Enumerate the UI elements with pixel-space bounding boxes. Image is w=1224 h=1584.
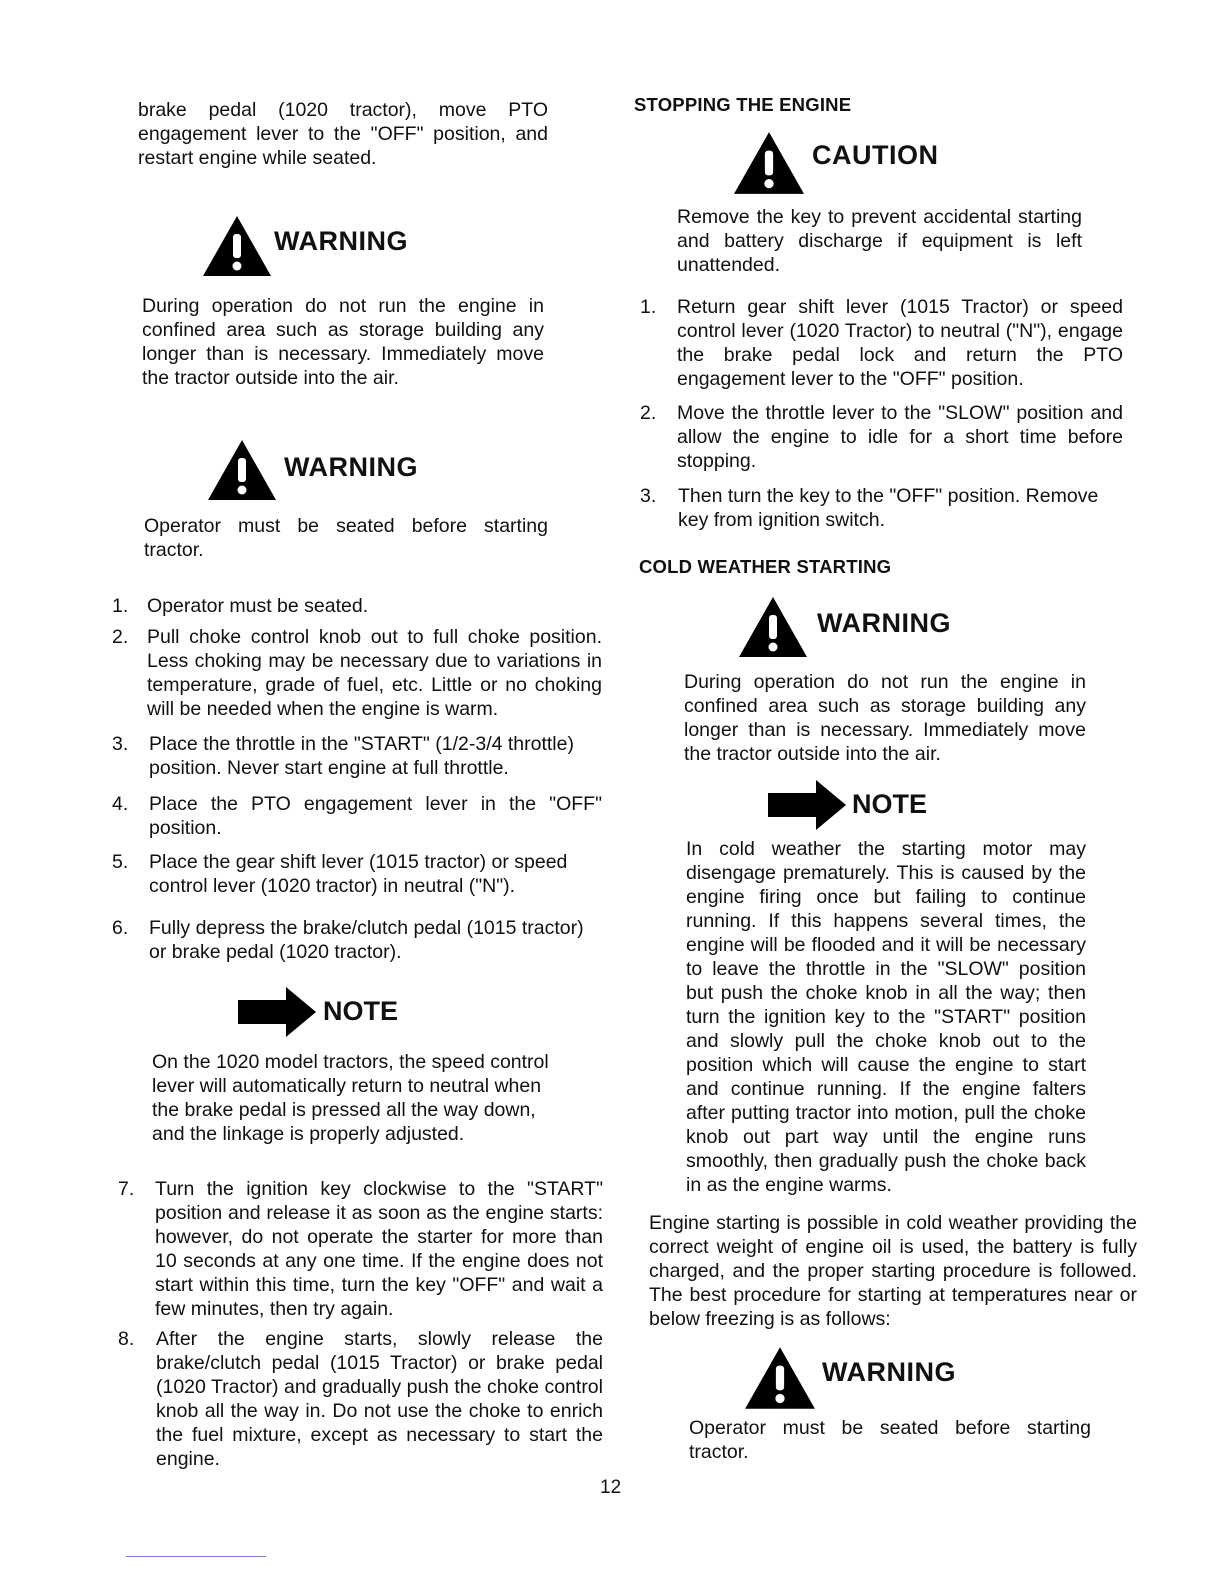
warning-text-1: During operation do not run the engine in confined area such as storage building any longer than is necessary. Immediately move the tractor outside into the air. bbox=[142, 295, 544, 389]
step-number: 1. bbox=[112, 595, 129, 617]
intro-paragraph: brake pedal (1020 tractor), move PTO engagement lever to the "OFF" position, and restart engine while seated. bbox=[138, 99, 548, 169]
note-banner bbox=[236, 985, 399, 1044]
step-text: Return gear shift lever (1015 Tractor) or speed control lever (1020 Tractor) to neutral ("N"), engage the brake pedal lock and return the PTO engagement lever to the "OFF" position. bbox=[677, 296, 1123, 390]
step-text: Place the gear shift lever (1015 tractor) or speed control lever (1020 tractor) in neutral ("N"). bbox=[149, 851, 568, 897]
caution-banner bbox=[730, 128, 939, 203]
footer-rule bbox=[126, 1556, 266, 1557]
warning-triangle-icon bbox=[742, 1343, 818, 1413]
warning-label: WARNING bbox=[274, 226, 408, 256]
step-number: 2. bbox=[112, 626, 129, 648]
note-label: NOTE bbox=[852, 789, 928, 819]
step-number: 3. bbox=[640, 485, 657, 507]
step-text: Turn the ignition key clockwise to the "START" position and release it as soon as the engine starts: however, do not operate the starter for more than 10 seconds at any one time. If the engine does not start within this time, turn the key "OFF" and wait a few minutes, then try again. bbox=[155, 1178, 603, 1320]
step-number: 7. bbox=[118, 1178, 135, 1200]
step-text: Place the PTO engagement lever in the "OFF" position. bbox=[149, 793, 602, 839]
warning-text-3: During operation do not run the engine in confined area such as storage building any longer than is necessary. Immediately move the tractor outside into the air. bbox=[684, 671, 1086, 765]
caution-label: CAUTION bbox=[812, 140, 939, 170]
step-number: 2. bbox=[640, 402, 657, 424]
step-text: After the engine starts, slowly release the brake/clutch pedal (1015 Tractor) or brake pedal (1020 Tractor) and gradually push the choke control knob all the way in. Do not use the choke to enrich the fuel mixture, except as necessary to start the engine. bbox=[156, 1328, 603, 1470]
warning-banner-4 bbox=[742, 1343, 956, 1418]
step-number: 5. bbox=[112, 851, 129, 873]
step-number: 1. bbox=[640, 296, 657, 318]
step-number: 6. bbox=[112, 917, 129, 939]
note-label: NOTE bbox=[323, 996, 399, 1026]
page-number: 12 bbox=[600, 1477, 622, 1498]
warning-text-2: Operator must be seated before starting tractor. bbox=[144, 515, 548, 561]
note-text: In cold weather the starting motor may disengage prematurely. This is caused by the engine firing once but failing to continue running. If this happens several times, the engine will be flooded and it will be necessary to leave the throttle in the "SLOW" position but push the choke knob in all the way; then turn the ignition key to the "START" position and slowly pull the choke knob out to the position which will cause the engine to start and continue running. If the engine falters after putting tractor into motion, pull the choke knob out part way until the engine runs smoothly, then gradually push the choke back in as the engine warms. bbox=[686, 838, 1086, 1196]
step-text: Pull choke control knob out to full choke position. Less choking may be necessary due to variations in temperature, grade of fuel, etc. Little or no choking will be needed when the engine is warm. bbox=[147, 626, 602, 720]
warning-banner-2 bbox=[205, 436, 418, 509]
step-number: 3. bbox=[112, 733, 129, 755]
arrow-right-icon bbox=[236, 985, 318, 1039]
caution-text: Remove the key to prevent accidental starting and battery discharge if equipment is left unattended. bbox=[677, 206, 1082, 276]
step-text: Move the throttle lever to the "SLOW" position and allow the engine to idle for a short time before stopping. bbox=[677, 402, 1123, 472]
arrow-right-icon bbox=[766, 777, 848, 833]
warning-triangle-icon bbox=[730, 128, 808, 198]
warning-text-4: Operator must be seated before starting tractor. bbox=[689, 1417, 1091, 1463]
step-number: 8. bbox=[118, 1328, 135, 1350]
warning-triangle-icon bbox=[736, 593, 810, 661]
cold-weather-heading: COLD WEATHER STARTING bbox=[639, 556, 892, 577]
warning-triangle-icon bbox=[200, 212, 274, 280]
note-banner bbox=[766, 777, 928, 838]
warning-label: WARNING bbox=[284, 452, 418, 482]
step-text: Place the throttle in the "START" (1/2-3/4 throttle) position. Never start engine at full throttle. bbox=[149, 733, 574, 779]
warning-label: WARNING bbox=[817, 608, 951, 638]
note-text: On the 1020 model tractors, the speed control lever will automatically return to neutral when the brake pedal is pressed all the way down, and the linkage is properly adjusted. bbox=[152, 1051, 549, 1145]
step-text: Then turn the key to the "OFF" position. Remove key from ignition switch. bbox=[678, 485, 1099, 531]
warning-banner-3 bbox=[736, 593, 951, 666]
stopping-heading: STOPPING THE ENGINE bbox=[634, 94, 852, 115]
warning-triangle-icon bbox=[205, 436, 279, 504]
warning-banner-1 bbox=[200, 212, 408, 285]
step-text: Fully depress the brake/clutch pedal (1015 tractor) or brake pedal (1020 tractor). bbox=[149, 917, 584, 963]
warning-label: WARNING bbox=[822, 1357, 956, 1387]
step-text: Operator must be seated. bbox=[147, 595, 369, 617]
step-number: 4. bbox=[112, 793, 129, 815]
cold-weather-paragraph: Engine starting is possible in cold weather providing the correct weight of engine oil is used, the battery is fully charged, and the proper starting procedure is followed. The best procedure for starting at temperatures near or below freezing is as follows: bbox=[649, 1212, 1137, 1330]
